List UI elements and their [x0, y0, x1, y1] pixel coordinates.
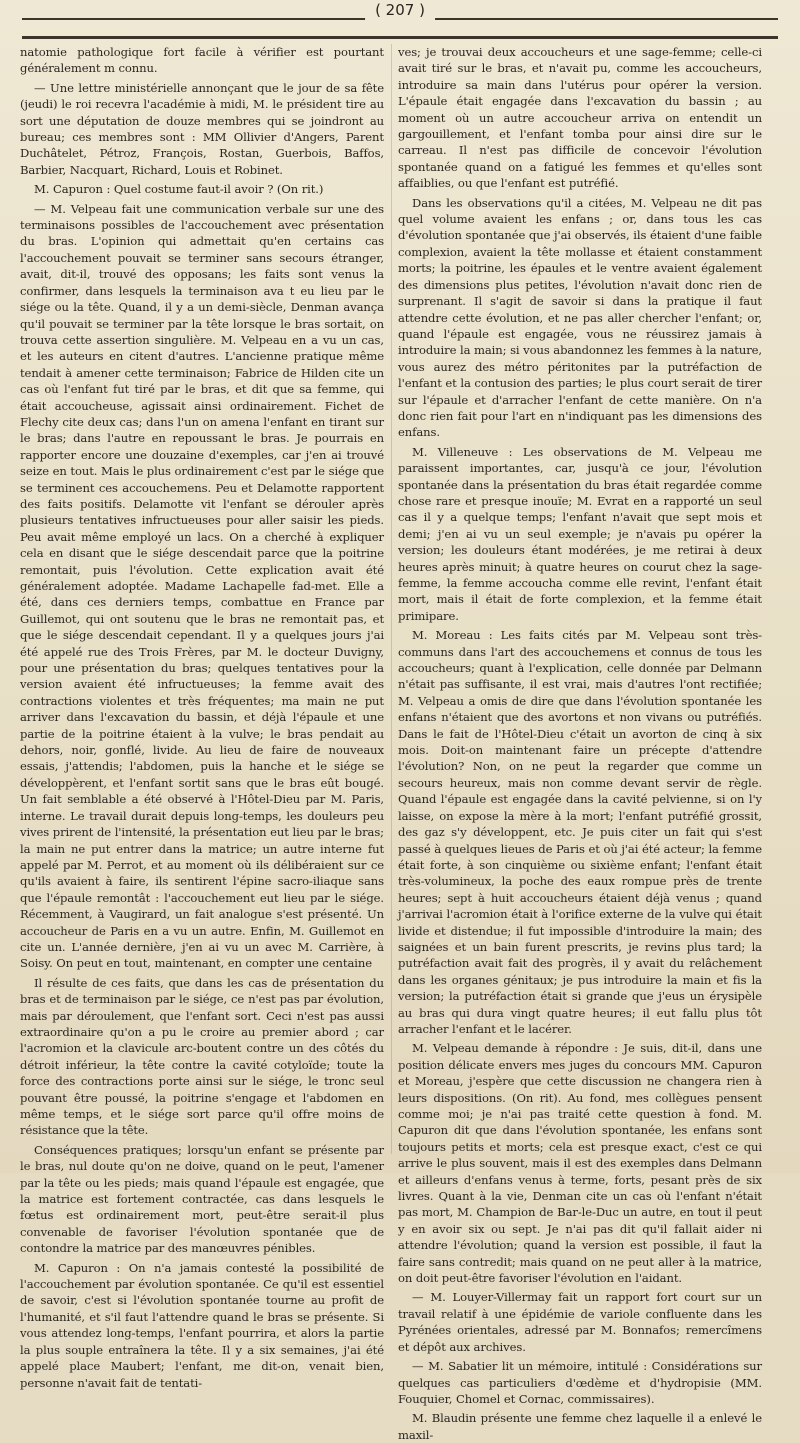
paragraph: M. Capuron : On n'a jamais contesté la possibilité de l'accouchement par évolution spontanée. Ce qu'il est essentiel de savoir, c'est si l'évolution spontanée tourne au profit de l'humanité, et s'il faut l'attendre quand le bras se présente. Si vous attendez long-temps, l'enfant pourrira, et alors la partie la plus souple entraînera la tête. Il y a six semaines, j'ai été appelé place Maubert; l'enfant, me dit-on, venait bien, personne n'avait fait de tentati-	[20, 1260, 384, 1390]
header-rule-bottom	[22, 36, 778, 39]
paragraph: — Une lettre ministérielle annonçant que le jour de sa fête (jeudi) le roi recevra l'académie à midi, M. le président tire au sort une députation de douze membres qui se joindront au bureau; ces membres sont : MM Ollivier d'Angers, Parent Duchâtelet, Pétroz, François, Rostan, Guerbois, Baffos, Barbier, Nacquart, Richard, Louis et Robinet.	[20, 80, 384, 177]
paragraph: Conséquences pratiques; lorsqu'un enfant se présente par le bras, nul doute qu'on ne doive, quand on le peut, l'amener par la tête ou les pieds; mais quand l'épaule est engagée, que la matrice est fortement contractée, cas dans lesquels le fœtus est ordinairement mort, peut-être serait-il plus convenable de favoriser l'évolution spontanée que de contondre la matrice par des manœuvres pénibles.	[20, 1142, 384, 1256]
paragraph: — M. Velpeau fait une communication verbale sur une des terminaisons possibles de l'accouchement avec présentation du bras. L'opinion qui admettait qu'en certains cas l'accouchement pouvait se terminer sans secours étranger, avait, dit-il, trouvé des opposans; les faits sont venus la confirmer, dans lesquels la terminaison ava t eu lieu par le siége ou la tête. Quand, il y a un demi-siècle, Denman avança qu'il pouvait se terminer par la tête lorsque le bras sortait, on trouva cette assertion singulière. M. Velpeau en a vu un cas, et les auteurs en citent d'autres. L'ancienne pratique même tendait à amener cette terminaison; Fabrice de Hilden cite un cas où l'enfant fut tiré par le bras, et dit que sa femme, qui était accoucheuse, agissait ainsi ordinairement. Fichet de Flechy cite deux cas; dans l'un on amena l'enfant en tirant sur le bras; dans l'autre en repoussant le bras. Je pourrais en rapporter encore une douzaine d'exemples, car j'en ai trouvé seize en tout. Mais le plus ordinairement c'est par le siége que se terminent ces accouchemens. Peu et Delamotte rapportent des faits positifs. Delamotte vit l'enfant se dérouler après plusieurs tentatives infructueuses pour aller saisir les pieds. Peu avait même employé un lacs. On a cherché à expliquer cela en disant que le siége descendait parce que la poitrine remontait, puis l'évolution. Cette explication avait été généralement adoptée. Madame Lachapelle fad-met. Elle a été, dans ces derniers temps, combattue en France par Guillemot, qui ont soutenu que le bras ne remontait pas, et que le siége descendait cependant. Il y a quelques jours j'ai été appelé rue des Trois Frères, par M. le docteur Duvigny, pour une présentation du bras; quelques tentatives pour la version avaient été infructueuses; la femme avait des contractions violentes et très fréquentes; ma main ne put arriver dans l'excavation du bassin, et déjà l'épaule et une partie de la poitrine étaient à la vulve; le bras pendait au dehors, noir, gonflé, livide. Au lieu de faire de nouveaux essais, j'attendis; l'abdomen, puis la hanche et le siége se développèrent, et l'enfant sortit sans que le bras eût bougé. Un fait semblable a été observé à l'Hôtel-Dieu par M. Paris, interne. Le travail durait depuis long-temps, les douleurs peu vives prirent de l'intensité, la présentation eut lieu par le bras; la main ne put entrer dans la matrice; un autre interne fut appelé par M. Perrot, et au moment où ils délibéraient sur ce qu'ils avaient à faire, ils sentirent l'épine sacro-iliaque sans que l'épaule remontât : l'accouchement eut lieu par le siége. Récemment, à Vaugirard, un fait analogue s'est présenté. Un accoucheur de Paris en a vu un autre. Enfin, M. Guillemot en cite un. L'année dernière, j'en ai vu un avec M. Carrière, à Soisy. On peut en tout, maintenant, en compter une centaine	[20, 201, 384, 971]
right-column	[398, 44, 762, 1442]
paragraph: — M. Louyer-Villermay fait un rapport fort court sur un travail relatif à une épidémie de variole confluente dans les Pyrénées orientales, adressé par M. Bonnafos; remercîmens et dépôt aux archives.	[398, 1290, 762, 1354]
paragraph: Il résulte de ces faits, que dans les cas de présentation du bras et de terminaison par le siége, ce n'est pas par évolution, mais par déroulement, que l'enfant sort. Ceci n'est pas aussi extraordinaire qu'on a pu le croire au premier abord ; car l'acromion et la clavicule arc-boutent contre un des côtés du détroit inférieur, la tête contre la cavité cotyloïde; toute la force des contractions porte ainsi sur le siége, le tronc seul pouvant être poussé, la poitrine s'engage et l'abdomen en même temps, et le siége sort parce qu'il offre moins de résistance que la tête.	[20, 975, 384, 1138]
paragraph: M. Velpeau demande à répondre : Je suis, dit-il, dans une position délicate envers mes juges du concours MM. Capuron et Moreau, j'espère que cette discussion ne changera rien à leurs dispositions. (On rit). Au fond, mes collègues pensent comme moi; je n'ai pas traité cette question à fond. M. Capuron dit que dans l'évolution spontanée, les enfans sont toujours petits et morts; cela est presque exact, c'est ce qui arrive le plus souvent, mais il est des exemples dans Delmann et ailleurs d'enfans venus à terme, forts, pesant près de six livres. Quant à la vie, Denman cite un cas où l'enfant n'était pas mort, M. Champion de Bar-le-Duc un autre, en tout il peut y en avoir six ou sept. Je n'ai pas dit qu'il fallait aider ni attendre l'évolution; quand la version est possible, il faut la faire sans contredit; mais quand on ne peut aller à la matrice, on doit peut-être favoriser l'évolution en l'aidant.	[398, 1041, 762, 1286]
paragraph: M. Capuron : Quel costume faut-il avoir ? (On rit.)	[34, 182, 324, 197]
paragraph: M. Villeneuve : Les observations de M. Velpeau me paraissent importantes, car, jusqu'à ce jour, l'évolution spontanée dans la présentation du bras était regardée comme chose rare et presque inouïe; M. Evrat en a rapporté un seul cas il y a quelque temps; l'enfant n'avait que sept mois et demi; j'en ai vu un seul exemple; je n'avais pu opérer la version; les douleurs étant modérées, je me retirai à deux heures après minuit; à quatre heures on courut chez la sage-femme, la femme accoucha comme elle revint, l'enfant était mort, mais il était de forte complexion, et la femme était primipare.	[398, 444, 762, 623]
column-divider	[391, 44, 392, 1154]
paragraph: natomie pathologique fort facile à vérifier est pourtant généralement m connu.	[20, 45, 384, 76]
page-number: ( 207 )	[365, 0, 435, 20]
left-column	[20, 44, 384, 1390]
page-header	[22, 0, 778, 38]
paragraph: — M. Sabatier lit un mémoire, intitulé : Considérations sur quelques cas particuliers d'œdème et d'hydropisie (MM. Fouquier, Chomel et Cornac, commissaires).	[398, 1359, 762, 1406]
paragraph: M. Blaudin présente une femme chez laquelle il a enlevé le maxil-	[398, 1411, 762, 1442]
paragraph: M. Moreau : Les faits cités par M. Velpeau sont très-communs dans l'art des accouchemens et connus de tous les accoucheurs; quant à l'explication, celle donnée par Delmann n'était pas suffisante, il est vrai, mais d'autres l'ont rectifiée; M. Velpeau a omis de dire que dans l'évolution spontanée les enfans n'étaient que des avortons et non vivans ou putréfiés. Dans le fait de l'Hôtel-Dieu c'était un avorton de cinq à six mois. Doit-on maintenant faire un précepte d'attendre l'évolution? Non, on ne peut la regarder que comme un secours heureux, mais non comme devant servir de règle. Quand l'épaule est engagée dans la cavité pelvienne, si on l'y laisse, on expose la mère à la mort; l'enfant putréfié grossit, des gaz s'y développent, etc. Je puis citer un fait qui s'est passé à quelques lieues de Paris et où j'ai été acteur; la femme était forte, à son cinquième ou sixième enfant; l'enfant était très-volumineux, la poche des eaux rompue près de trente heures; sept à huit accoucheurs étaient déjà venus ; quand j'arrivai l'acromion était à l'orifice externe de la vulve qui était livide et distendue; il fut impossible d'introduire la main; des saignées et un bain furent prescrits, je revins plus tard; la putréfaction avait fait des progrès, il y avait du relâchement dans les organes génitaux; je pus introduire la main et fis la version; la putréfaction était si grande que j'eus un érysipèle au bras qui dura vingt quatre heures; il eut fallu plus tôt arracher l'enfant et le lacérer.	[398, 628, 762, 1036]
paragraph: ves; je trouvai deux accoucheurs et une sage-femme; celle-ci avait tiré sur le bras, et n'avait pu, comme les accoucheurs, introduire sa main dans l'utérus pour opérer la version. L'épaule était engagée dans l'excavation du bassin ; au moment où un autre accoucheur arriva on entendit un gargouillement, et l'enfant tomba pour ainsi dire sur le carreau. Il n'est pas difficile de concevoir l'évolution spontanée quand on a fatigué les femmes et qu'elles sont affaiblies, ou que l'enfant est putréfié.	[398, 45, 762, 191]
paragraph: Dans les observations qu'il a citées, M. Velpeau ne dit pas quel volume avaient les enfans ; or, dans tous les cas d'évolution spontanée que j'ai observés, ils étaient d'une faible complexion, avaient la tête mollasse et étaient constamment morts; la poitrine, les épaules et le ventre avaient également des dimensions plus petites, l'évolution n'avait donc rien de surprenant. Il s'agit de savoir si dans la pratique il faut attendre cette évolution, et ne pas aller chercher l'enfant; or, quand l'épaule est engagée, vous ne réussirez jamais à introduire la main; si vous abandonnez les femmes à la nature, vous aurez des métro péritonites par la putréfaction de l'enfant et la contusion des parties; le plus court serait de tirer sur l'épaule et d'arracher l'enfant de cette manière. On n'a donc rien fait pour l'art en n'indiquant pas les dimensions des enfans.	[398, 195, 762, 440]
